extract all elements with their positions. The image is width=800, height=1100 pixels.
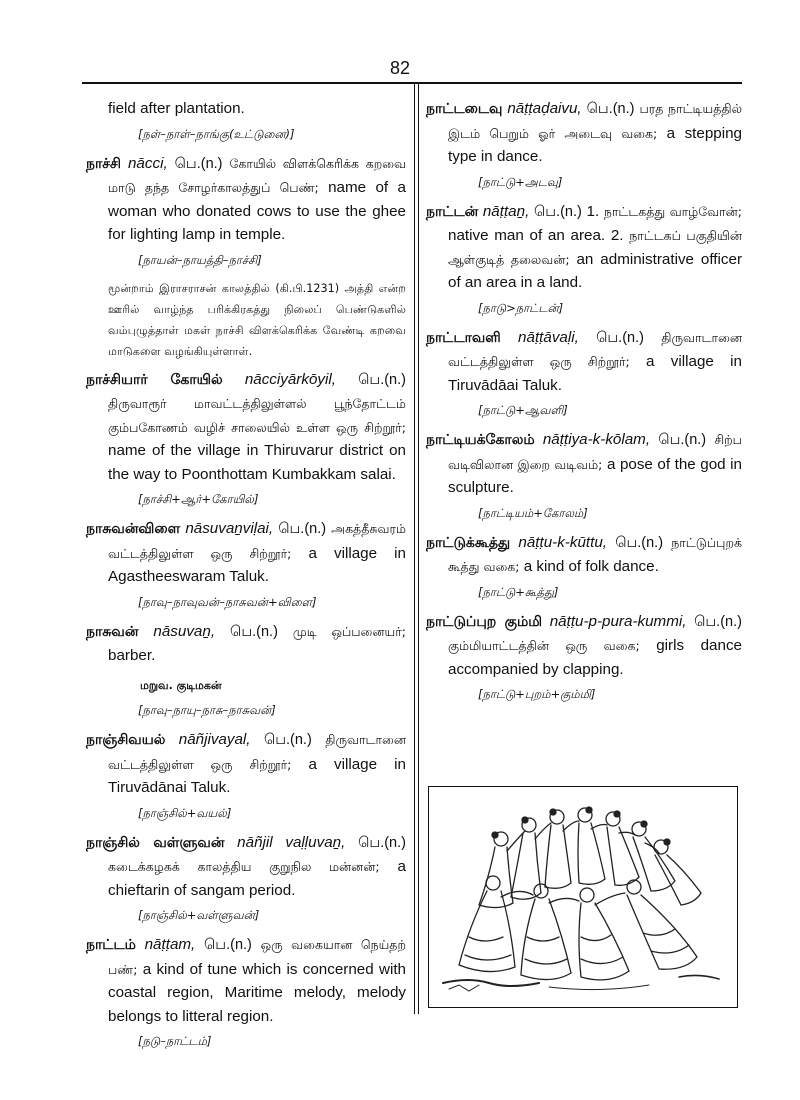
english-definition: a chieftarin of sangam period. [108,858,406,899]
part-of-speech: பெ.(n.) [596,329,644,346]
part-of-speech: பெ.(n.) [230,623,278,640]
dictionary-entry [86,620,406,668]
dictionary-entry [86,831,406,903]
headword: நாச்சியார் கோயில் [86,371,223,388]
etymology: [நாஞ்சில்+வயல்] [138,805,232,820]
etymology: [நாஞ்சில்+வள்ளுவன்] [138,908,260,922]
column-divider-inner [418,84,419,1014]
tamil-definition: பரத நாட்டியத்தில் இடம் பெறும் ஓர் அடைவு வகை; [448,101,742,141]
headword: நாட்டியக்கோலம் [426,432,535,448]
historical-note: மூன்றாம் இராசராசன் காலத்தில் (கி.பி.1231) அத்தி என்ற ஊரில் வாழ்ந்த பரிக்கிரகத்து நிலைப் பெண்டுகளில் வம்புழுத்தாள் மகள் நாச்சி விளக்கெரிக்க வேண்டி கறவை மாடுகளை வழங்கியுள்ளாள். [108,281,406,358]
english-definition: native man of an area. [448,227,606,244]
etymology: [நள்–நாள்–நாங்கு(உட்டுனை)] [138,126,295,141]
headword: நாட்டுப்புற கும்மி [426,613,543,630]
tamil-definition: கும்மியாட்டத்தின் ஒரு வகை; [448,638,640,653]
transliteration: nāsuvaṉ, [153,622,216,640]
dictionary-entry [86,728,406,800]
synonym: மறுவ. குடிமகன் [140,678,222,692]
headword: நாட்டம் [86,937,136,953]
etymology: [நாவு–நாயு–நாசு–நாசுவன்] [138,703,276,717]
tamil-definition: அகத்தீசுவரம் வட்டத்திலுள்ள ஒரு சிற்றூர்; [108,521,406,561]
right-column [426,97,742,712]
transliteration: nāṭṭu-p-pura-kummi, [549,612,687,630]
english-definition: a pose of the god in sculpture. [448,455,742,496]
transliteration: nāṭṭiya-k-kōlam, [542,431,651,448]
column-divider [414,84,415,1014]
transliteration: nāsuvaṉviḷai, [185,520,274,537]
tamil-definition: திருவாடானை வட்டத்திலுள்ள ஒரு சிற்றூர்; [448,329,742,369]
dictionary-entry [86,368,406,487]
etymology: [நாட்டு+புறம்+கும்மி] [478,687,596,701]
etymology: [நாட்டு+கூத்து] [478,584,559,599]
transliteration: nāṭṭaṉ, [482,202,530,220]
headword: நாஞ்சிவயல் [86,732,166,748]
tamil-definition: முடி ஒப்பனையர்; [292,623,406,639]
headword: நாட்டடைவு [426,101,503,117]
english-definition: girls dance accompanied by clapping. [448,637,742,678]
headword: நாட்டாவளி [426,329,501,346]
headword: நாசுவன்விளை [86,521,181,537]
tamil-definition: நாட்டுப்புறக் கூத்து வகை; [448,534,742,574]
english-definition: a kind of folk dance. [523,558,659,575]
part-of-speech: பெ.(n.) [263,732,312,748]
folk-dance-illustration [428,786,738,1008]
part-of-speech: பெ.(n.) [174,155,223,172]
part-of-speech: பெ.(n.) [358,371,406,388]
sense-number: 1. [586,202,600,220]
headword: நாட்டுக்கூத்து [426,534,511,551]
headword: நாசுவன் [86,623,139,640]
continuation-text: field after plantation. [108,100,245,117]
transliteration: nācciyārkōyil, [244,370,336,388]
transliteration: nāñjil vaḷḷuvaṉ, [237,833,346,851]
english-definition: a village in Tiruvādāai Taluk. [448,353,742,394]
transliteration: nāṭṭaḍaivu, [507,100,582,117]
dictionary-entry [86,152,406,247]
transliteration: nācci, [127,154,168,172]
english-definition: an administrative officer of an area in a land. [448,250,742,291]
dictionary-entry [86,517,406,589]
dictionary-entry [426,610,742,682]
tamil-definition: நாட்டகத்து வாழ்வோன்; [603,203,742,219]
english-definition: a kind of tune which is concerned with coastal region, Maritime melody, melody belongs to litteral region. [108,960,406,1025]
part-of-speech: பெ.(n.) [204,937,252,953]
english-definition: barber. [108,647,156,664]
transliteration: nāṭṭu-k-kūttu, [518,533,608,551]
page-number: 82 [389,58,411,78]
transliteration: nāṭṭam, [144,936,196,953]
etymology: [நாடு>நாட்டன்] [478,300,564,315]
etymology: [நாட்டு+அடவு] [478,174,563,189]
tamil-definition: திருவாடானை வட்டத்திலுள்ள ஒரு சிற்றூர்; [108,732,406,772]
dictionary-entry [426,326,742,398]
english-definition: a village in Tiruvādānai Taluk. [108,755,406,796]
dictionary-entry [426,428,742,500]
etymology: [நாயன்–நாயத்தி–நாச்சி] [138,252,262,267]
english-definition: a stepping type in dance. [448,124,742,165]
english-definition: name of a woman who donated cows to use the ghee for lighting lamp in temple. [108,179,406,243]
tamil-definition: நாட்டகப் பகுதியின் ஆள்குடித் தலைவன்; [448,228,742,267]
dictionary-entry [426,200,742,295]
tamil-definition: சிற்ப வடிவிலான இறை வடிவம்; [448,432,742,472]
etymology: [நாட்டு+ஆவளி] [478,403,568,417]
headword: நாட்டன் [426,203,479,220]
part-of-speech: பெ.(n.) [586,101,635,117]
transliteration: nāṭṭāvaḷi, [518,328,579,346]
etymology: [நாவு–நாவுவன்–நாசுவன்+விளை] [138,594,317,609]
tamil-definition: கோயில் விளக்கெரிக்க கறவை மாடு தந்த சோழர்காலத்துப் பெண்; [108,155,406,195]
sense-number: 2. [610,227,624,244]
tamil-definition: கடைக்கழகக் காலத்திய குறுநில மன்னன்; [108,859,380,874]
dictionary-entry [86,933,406,1028]
part-of-speech: பெ.(n.) [278,521,327,537]
headword: நாஞ்சில் வள்ளுவன் [86,834,225,851]
folk-dance-illustration-icon [429,787,736,1006]
tamil-definition: ஒரு வகையான நெய்தற் பண்; [108,937,406,977]
part-of-speech: பெ.(n.) [694,613,742,630]
part-of-speech: பெ.(n.) [533,203,582,220]
part-of-speech: பெ.(n.) [658,432,707,448]
etymology: [நாச்சி+ஆர்+கோயில்] [138,492,259,506]
part-of-speech: பெ.(n.) [358,834,406,851]
dictionary-entry [426,531,742,579]
etymology: [நாட்டியம்+கோலம்] [478,505,588,520]
tamil-definition: திருவாரூர் மாவட்டத்திலுள்ளல் பூந்தோட்டம் கும்பகோணம் வழிச் சாலையில் உள்ள ஒரு சிற்றூர்; [108,396,406,435]
header-rule [82,82,742,84]
dictionary-entry [426,97,742,169]
english-definition: name of the village in Thiruvarur district on the way to Poonthottam Kumbakkam salai. [108,442,406,483]
headword: நாச்சி [86,155,122,172]
english-definition: a village in Agastheeswaram Taluk. [108,544,406,585]
part-of-speech: பெ.(n.) [615,534,664,551]
etymology: [நடு–நாட்டம்] [138,1034,212,1048]
left-column [86,97,406,1059]
transliteration: nāñjivayal, [178,731,251,748]
